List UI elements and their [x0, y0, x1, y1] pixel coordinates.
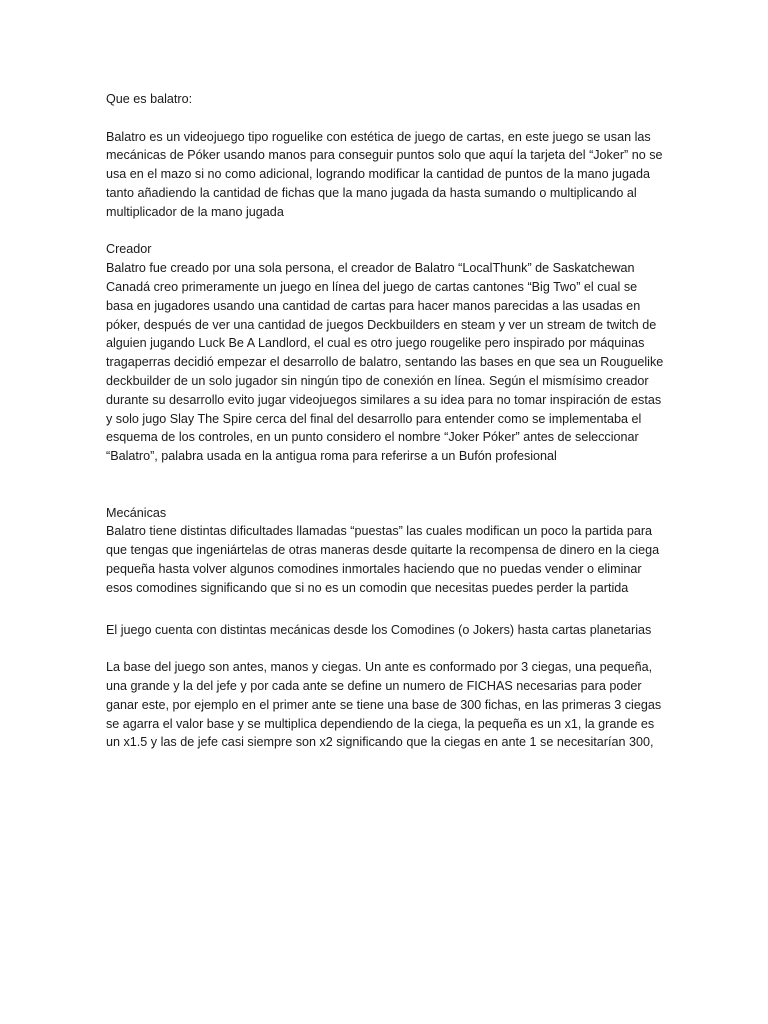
creator-paragraph: Balatro fue creado por una sola persona, el creador de Balatro “LocalThunk” de Saskatchewan Canadá creo primeramente un juego en línea del juego de cartas cantones “Big Two” el cual se basa en jugadores usando una cantidad de cartas para hacer manos parecidas a las usadas en póker, después de ver una cantidad de juegos Deckbuilders en steam y ver un stream de twitch de alguien jugando Luck Be A Landlord, el cual es otro juego rougelike pero inspirado por máquinas tragaperras decidió empezar el desarrollo de balatro, sentando las bases en que sea un Rouguelike deckbuilder de un solo jugador sin ningún tipo de conexión en línea. Según el mismísimo creador durante su desarrollo evito jugar videojuegos similares a su idea para no tomar inspiración de estas y solo jugo Slay The Spire cerca del final del desarrollo para entender como se implementaba el esquema de los controles, en un punto considero el nombre “Joker Póker” antes de seleccionar “Balatro”, palabra usada en la antigua roma para referirse a un Bufón profesional [106, 261, 664, 464]
spacer [106, 222, 666, 241]
spacer [106, 466, 666, 504]
intro-paragraph: Balatro es un videojuego tipo roguelike con estética de juego de cartas, en este juego se usan las mecánicas de Póker usando manos para conseguir puntos solo que aquí la tarjeta del “Joker” no se usa en el mazo si no como adicional, logrando modificar la cantidad de puntos de la mano jugada tanto añadiendo la cantidad de fichas que la mano jugada da hasta sumando o multiplicando al multiplicador de la mano jugada [106, 129, 663, 219]
spacer [106, 598, 666, 621]
mechanics-paragraph: Balatro tiene distintas dificultades llamadas “puestas” las cuales modifican un poco la partida para que tengas que ingeniártelas de otras maneras desde quitarte la recompensa de dinero en la ciega pequeña hasta volver algunos comodines inmortales haciendo que no puedas vender o eliminar esos comodines significando que si no es un comodin que necesitas puedes perder la partida [106, 524, 660, 595]
spacer [106, 109, 666, 128]
mechanics-list-paragraph: El juego cuenta con distintas mecánicas desde los Comodines (o Jokers) hasta cartas planetarias [106, 622, 652, 637]
document-title: Que es balatro: [106, 92, 193, 106]
document-body [106, 90, 666, 752]
spacer [106, 639, 666, 658]
base-paragraph: La base del juego son antes, manos y ciegas. Un ante es conformado por 3 ciegas, una pequeña, una grande y la del jefe y por cada ante se define un numero de FICHAS necesarias para poder ganar este, por ejemplo en el primer ante se tiene una base de 300 fichas, en las primeras 3 ciegas se agarra el valor base y se multiplica dependiendo de la ciega, la pequeña es un x1, la grande es un x1.5 y las de jefe casi siempre son x2 significando que la ciegas en ante 1 se necesitarían 300, [106, 660, 662, 750]
creator-heading: Creador [106, 242, 152, 257]
mechanics-heading: Mecánicas [106, 505, 167, 520]
